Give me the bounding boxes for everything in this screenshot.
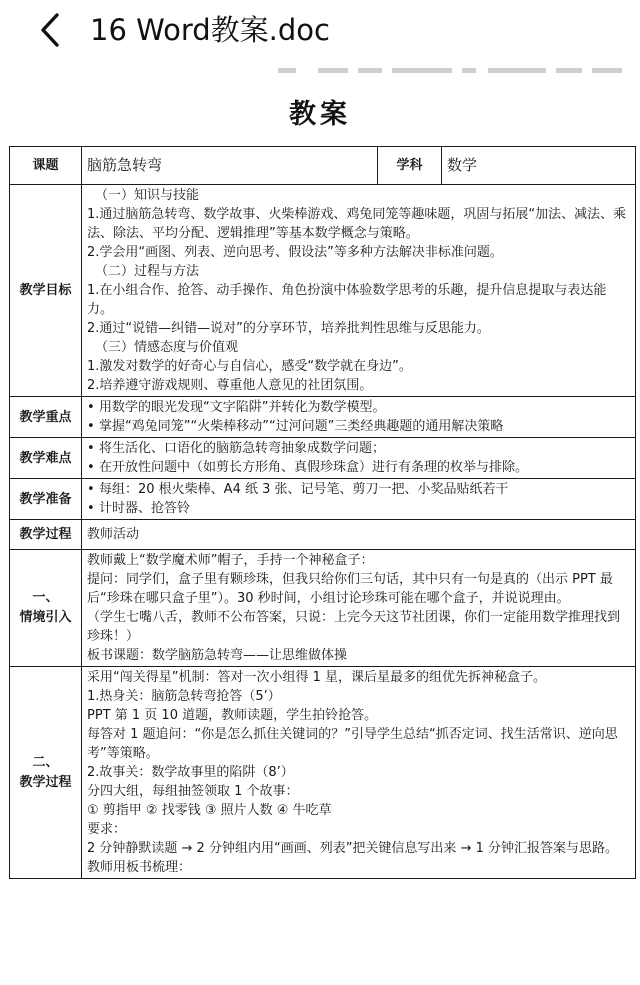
goals-line: （二）过程与方法 (95, 264, 200, 279)
list-item: • 每组：20 根火柴棒、A4 纸 3 张、记号笔、剪刀一把、小奖品贴纸若干 (87, 482, 509, 497)
process-line: 教师用板书梳理： (87, 860, 192, 875)
process-header-value: 教师活动 (82, 520, 636, 550)
key-points-content (82, 397, 636, 438)
goals-line: （一）知识与技能 (95, 188, 200, 203)
row-process (10, 667, 636, 879)
process-header-label: 教学过程 (10, 520, 82, 550)
subject-value: 数学 (442, 147, 636, 185)
goals-line: （三）情感态度与价值观 (95, 340, 239, 355)
row-difficulties (10, 438, 636, 479)
subject-label: 学科 (378, 147, 442, 185)
intro-label-number: 一、 (32, 590, 59, 605)
goals-line: 1.激发对数学的好奇心与自信心，感受“数学就在身边”。 (87, 359, 412, 374)
process-label-number: 二、 (32, 754, 59, 770)
process-line: 2.故事关：数学故事里的陷阱（8’） (87, 765, 294, 780)
process-line: ① 剪指甲 ② 找零钱 ③ 照片人数 ④ 牛吃草 (87, 803, 332, 818)
key-points-label: 教学重点 (10, 397, 82, 438)
intro-label (10, 550, 82, 667)
document-title: 16 Word教案.doc (90, 13, 330, 47)
list-item: • 在开放性问题中（如剪长方形角、真假珍珠盒）进行有条理的枚举与排除。 (87, 460, 529, 475)
course-label: 课题 (10, 147, 82, 185)
difficulties-label: 教学难点 (10, 438, 82, 479)
process-line: 1.热身关：脑筋急转弯抢答（5’） (87, 689, 281, 704)
list-item: • 计时器、抢答铃 (87, 501, 191, 516)
process-line: 采用“闯关得星”机制：答对一次小组得 1 星，课后星最多的组优先拆神秘盒子。 (87, 670, 547, 685)
row-intro (10, 550, 636, 667)
process-label-text: 教学过程 (19, 774, 72, 790)
goals-label: 教学目标 (10, 185, 82, 397)
chevron-left-icon (30, 8, 74, 52)
goals-content (82, 185, 636, 397)
process-line: 分四大组，每组抽签领取 1 个故事： (87, 784, 299, 799)
goals-line: 1.通过脑筋急转弯、数学故事、火柴棒游戏、鸡兔同笼等趣味题，巩固与拓展“加法、减法、乘法、除法、平均分配、逻辑推理”等基本数学概念与策略。 (87, 207, 627, 241)
process-line: 要求： (87, 822, 127, 837)
list-item: • 将生活化、口语化的脑筋急转弯抽象成数学问题； (87, 441, 386, 456)
intro-label-text: 情境引入 (19, 610, 72, 625)
page-heading: 教案 (289, 99, 351, 130)
row-course (10, 147, 636, 185)
row-prep (10, 479, 636, 520)
intro-line: 教师戴上“数学魔术师”帽子，手持一个神秘盒子： (87, 553, 374, 568)
course-value: 脑筋急转弯 (82, 147, 378, 185)
process-line: 2 分钟静默读题 → 2 分钟组内用“画画、列表”把关键信息写出来 → 1 分钟汇报答案与思路。 (87, 841, 618, 856)
difficulties-content (82, 438, 636, 479)
intro-line: 板书课题：数学脑筋急转弯——让思维做体操 (87, 648, 348, 663)
row-key-points (10, 397, 636, 438)
truncated-previous-line (0, 62, 640, 78)
process-label (10, 667, 82, 879)
process-content (82, 667, 636, 879)
prep-label: 教学准备 (10, 479, 82, 520)
row-process-header (10, 520, 636, 550)
lesson-plan-table (9, 146, 636, 879)
goals-line: 2.通过“说错—纠错—说对”的分享环节，培养批判性思维与反思能力。 (87, 321, 490, 336)
intro-line: 提问：同学们，盒子里有颗珍珠，但我只给你们三句话，其中只有一句是真的（出示 PPT 最后“珍珠在哪只盒子里”）。30 秒时间，小组讨论珍珠可能在哪个盒子，并说说理由。 (87, 572, 613, 606)
prep-content (82, 479, 636, 520)
goals-line: 2.培养遵守游戏规则、尊重他人意见的社团氛围。 (87, 378, 373, 393)
process-line: 每答对 1 题追问：“你是怎么抓住关键词的？”引导学生总结“抓否定词、找生活常识、逆向思考”等策略。 (87, 727, 618, 761)
intro-line: （学生七嘴八舌，教师不公布答案，只说：上完今天这节社团课，你们一定能用数学推理找到珍珠！） (87, 610, 621, 644)
list-item: • 用数学的眼光发现“文字陷阱”并转化为数学模型。 (87, 400, 386, 415)
intro-content (82, 550, 636, 667)
back-button[interactable] (30, 8, 74, 52)
list-item: • 掌握“鸡兔同笼”“火柴棒移动”“过河问题”三类经典趣题的通用解决策略 (87, 419, 504, 434)
goals-line: 1.在小组合作、抢答、动手操作、角色扮演中体验数学思考的乐趣，提升信息提取与表达能力。 (87, 283, 607, 317)
process-line: PPT 第 1 页 10 道题，教师读题，学生拍铃抢答。 (87, 708, 378, 723)
top-bar (0, 0, 640, 62)
row-goals (10, 185, 636, 397)
goals-line: 2.学会用“画图、列表、逆向思考、假设法”等多种方法解决非标准问题。 (87, 245, 503, 260)
